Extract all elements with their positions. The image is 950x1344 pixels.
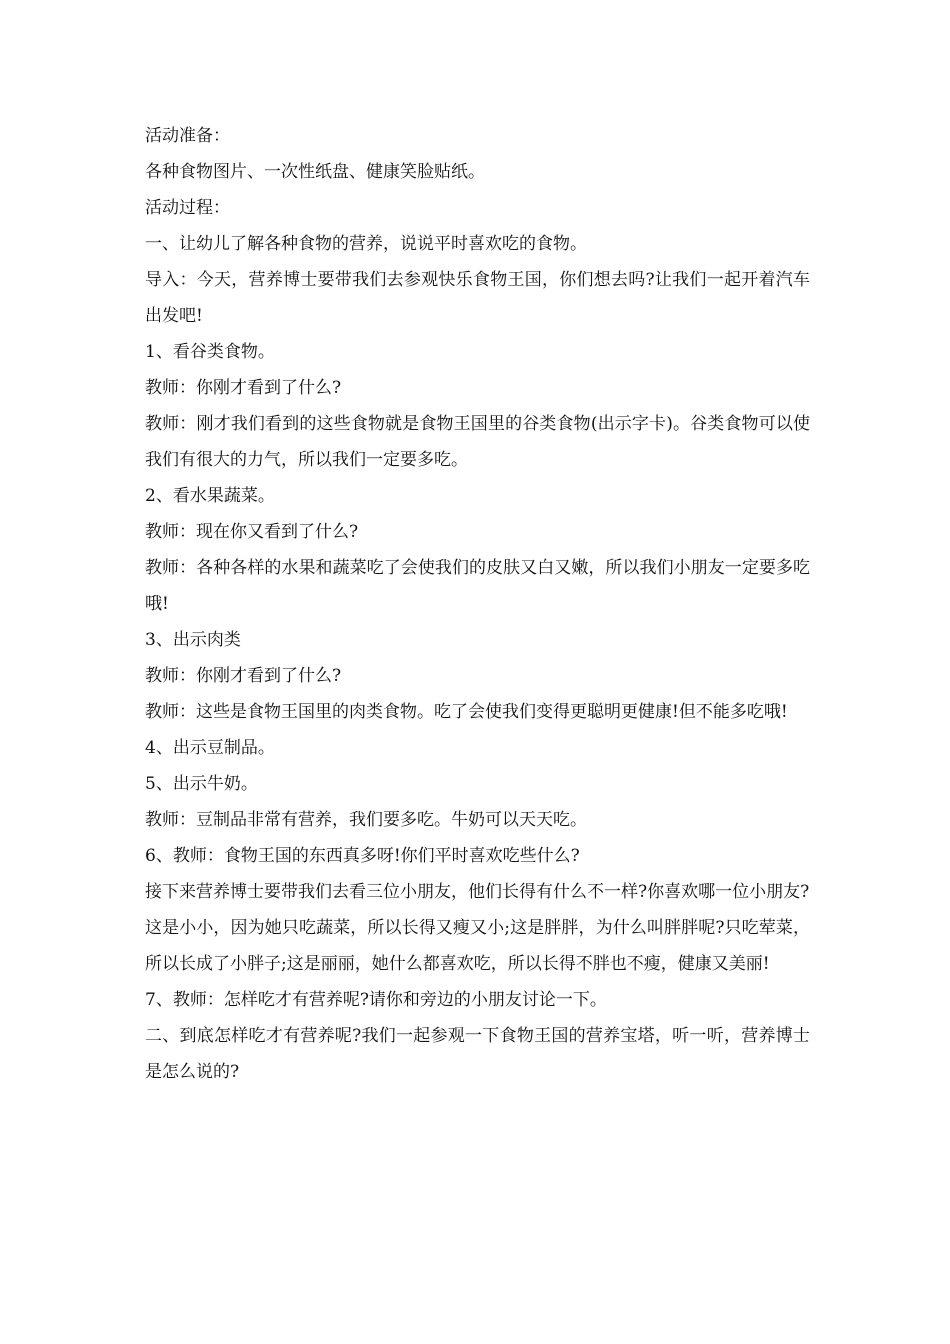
paragraph-step-1: 1、看谷类食物。: [145, 342, 275, 362]
paragraph-step-4: 4、出示豆制品。: [145, 738, 275, 758]
paragraph-teacher-question-3: 教师：你刚才看到了什么?: [145, 666, 342, 686]
section-heading-preparation: 活动准备：: [145, 126, 230, 146]
section-heading-process: 活动过程：: [145, 198, 230, 218]
paragraph-three-children: 接下来营养博士要带我们去看三位小朋友，他们长得有什么不一样?你喜欢哪一位小朋友?: [145, 882, 810, 902]
paragraph-teacher-soy-milk: 教师：豆制品非常有营养，我们要多吃。牛奶可以天天吃。: [145, 810, 587, 830]
paragraph-materials: 各种食物图片、一次性纸盘、健康笑脸贴纸。: [145, 162, 485, 182]
paragraph-step-7: 7、教师：怎样吃才有营养呢?请你和旁边的小朋友讨论一下。: [145, 990, 607, 1010]
paragraph-teacher-fruits: 教师：各种各样的水果和蔬菜吃了会使我们的皮肤又白又嫩，所以我们小朋友一定要多吃哦!: [145, 558, 810, 614]
paragraph-step-3: 3、出示肉类: [145, 630, 241, 650]
paragraph-teacher-question-2: 教师：现在你又看到了什么?: [145, 522, 359, 542]
paragraph-teacher-grains: 教师：刚才我们看到的这些食物就是食物王国里的谷类食物(出示字卡)。谷类食物可以使我们有很大的力气，所以我们一定要多吃。: [145, 414, 810, 470]
paragraph-teacher-meat: 教师：这些是食物王国里的肉类食物。吃了会使我们变得更聪明更健康!但不能多吃哦!: [145, 702, 788, 722]
document-body: [145, 118, 810, 1090]
paragraph-part-one: 一、让幼儿了解各种食物的营养，说说平时喜欢吃的食物。: [145, 234, 587, 254]
paragraph-teacher-question-1: 教师：你刚才看到了什么?: [145, 378, 342, 398]
paragraph-children-description: 这是小小，因为她只吃蔬菜，所以长得又瘦又小;这是胖胖，为什么叫胖胖呢?只吃荤菜，所以长成了小胖子;这是丽丽，她什么都喜欢吃，所以长得不胖也不瘦，健康又美丽!: [145, 918, 810, 974]
paragraph-step-6: 6、教师：食物王国的东西真多呀!你们平时喜欢吃些什么?: [145, 846, 580, 866]
paragraph-intro: 导入：今天，营养博士要带我们去参观快乐食物王国，你们想去吗?让我们一起开着汽车出发吧!: [145, 270, 810, 326]
paragraph-part-two: 二、到底怎样吃才有营养呢?我们一起参观一下食物王国的营养宝塔，听一听，营养博士是怎么说的?: [145, 1026, 810, 1082]
paragraph-step-2: 2、看水果蔬菜。: [145, 486, 275, 506]
paragraph-step-5: 5、出示牛奶。: [145, 774, 258, 794]
